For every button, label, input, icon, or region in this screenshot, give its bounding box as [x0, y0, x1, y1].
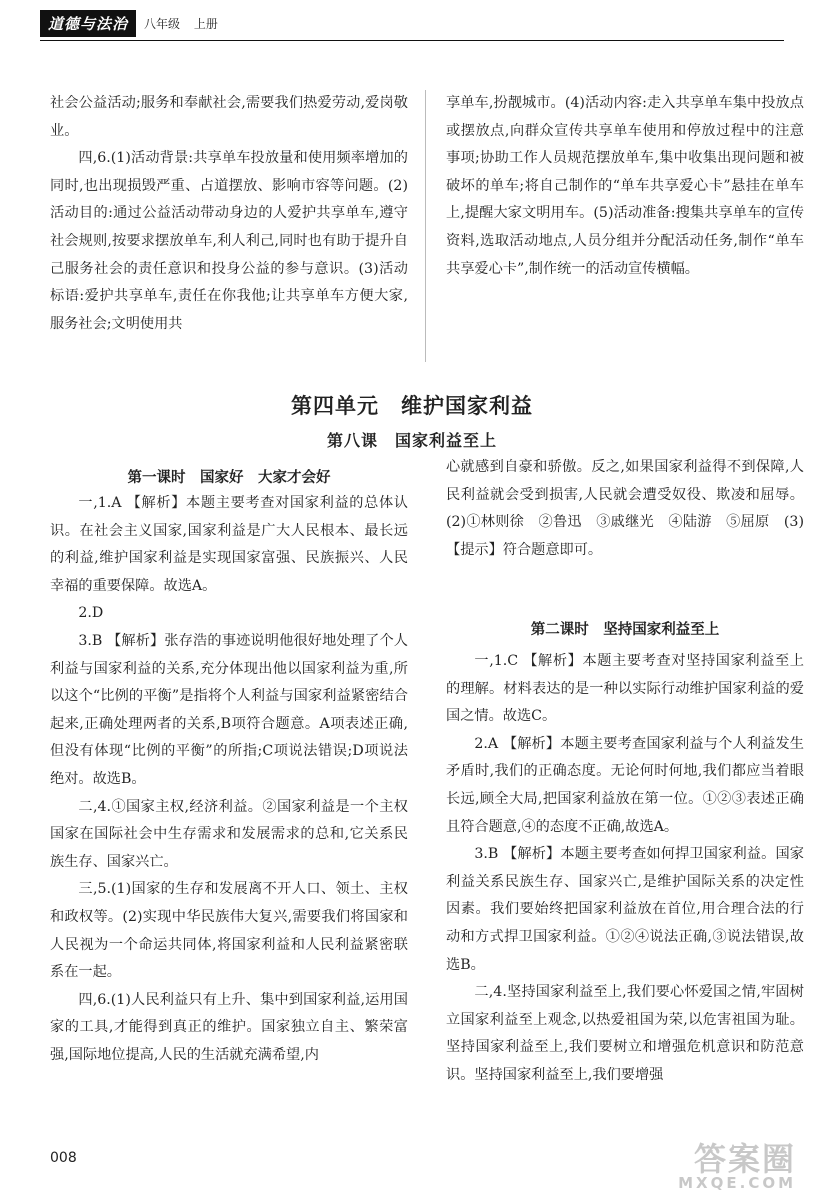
answer-paragraph: 3.B 【解析】本题主要考查如何捍卫国家利益。国家利益关系民族生存、国家兴亡,是维护国际关系的决定性因素。我们要始终把国家利益放在首位,用合理合法的行动和方式捍卫国家利益。①②④说法正确,③说法错误,故选B。	[446, 846, 804, 973]
header-rule	[40, 40, 784, 41]
watermark-url: MXQE.COM	[678, 1174, 796, 1192]
grade-text: 八年级	[144, 16, 181, 31]
answer-paragraph: 一,1.C 【解析】本题主要考查对坚持国家利益至上的理解。材料表达的是一种以实际行动维护国家利益的爱国之情。故选C。	[446, 653, 804, 725]
watermark-main: 答案圈	[693, 1140, 796, 1178]
section-heading-2: 第二课时 坚持国家利益至上	[530, 621, 720, 638]
answer-paragraph: 二,4.①国家主权,经济利益。②国家利益是一个主权国家在国际社会中生存需求和发展需求的总和,它关系民族生存、国家兴亡。	[50, 798, 408, 870]
bottom-right-column-lower	[446, 648, 804, 1090]
answer-paragraph: 3.B 【解析】张存浩的事迹说明他很好地处理了个人利益与国家利益的关系,充分体现出他以国家利益为重,所以这个“比例的平衡”是指将个人利益与国家利益紧密结合起来,正确处理两者的关系,B项符合题意。A项表述正确,但没有体现“比例的平衡”的所指;C项说法错误;D项说法绝对。故选B。	[50, 632, 408, 787]
book-title-badge: 道德与法治	[40, 10, 136, 37]
page-number: 008	[50, 1150, 77, 1166]
bottom-right-column-upper	[446, 454, 804, 564]
answer-paragraph: 三,5.(1)国家的生存和发展离不开人口、领土、主权和政权等。(2)实现中华民族伟大复兴,需要我们将国家和人民视为一个命运共同体,将国家利益和人民利益紧密联系在一起。	[50, 881, 408, 981]
answer-paragraph: 享单车,扮靓城市。(4)活动内容:走入共享单车集中投放点或摆放点,向群众宣传共享单车使用和停放过程中的注意事项;协助工作人员规范摆放单车,集中收集出现问题和被破坏的单车;将自己制作的“单车共享爱心卡”悬挂在单车上,提醒大家文明用车。(5)活动准备:搜集共享单车的宣传资料,选取活动地点,人员分组并分配活动任务,制作“单车共享爱心卡”,制作统一的活动宣传横幅。	[446, 95, 804, 277]
section-heading-1: 第一课时 国家好 大家才会好	[127, 469, 331, 486]
grade-label	[144, 15, 228, 32]
lesson-title: 第八课 国家利益至上	[326, 431, 497, 450]
top-left-column	[50, 90, 408, 338]
column-divider	[425, 90, 426, 362]
answer-paragraph: 社会公益活动;服务和奉献社会,需要我们热爱劳动,爱岗敬业。	[50, 95, 408, 139]
answer-paragraph: 二,4.坚持国家利益至上,我们要心怀爱国之情,牢固树立国家利益至上观念,以热爱祖国为荣,以危害祖国为耻。坚持国家利益至上,我们要树立和增强危机意识和防范意识。坚持国家利益至上,我们要增强	[446, 984, 804, 1083]
unit-title: 第四单元 维护国家利益	[291, 393, 533, 418]
answer-paragraph: 2.A 【解析】本题主要考查国家利益与个人利益发生矛盾时,我们的正确态度。无论何时何地,我们都应当着眼长远,顾全大局,把国家利益放在第一位。①②③表述正确且符合题意,④的态度不正确,故选A。	[446, 735, 804, 835]
bottom-left-column	[50, 490, 408, 1069]
answer-paragraph: 2.D	[78, 605, 104, 622]
volume-text: 上册	[193, 16, 218, 31]
answer-paragraph: 四,6.(1)活动背景:共享单车投放量和使用频率增加的同时,也出现损毁严重、占道摆放、影响市容等问题。(2)活动目的:通过公益活动带动身边的人爱护共享单车,遵守社会规则,按要求摆放单车,利人利己,同时也有助于提升自己服务社会的责任意识和投身公益的参与意识。(3)活动标语:爱护共享单车,责任在你我他;让共享单车方便大家,服务社会;文明使用共	[50, 150, 408, 332]
answer-paragraph: 一,1.A 【解析】本题主要考查对国家利益的总体认识。在社会主义国家,国家利益是广大人民根本、最长远的利益,维护国家利益是实现国家富强、民族振兴、人民幸福的重要保障。故选A。	[50, 495, 408, 594]
running-header	[40, 8, 228, 38]
answer-paragraph: 心就感到自豪和骄傲。反之,如果国家利益得不到保障,人民利益就会受到损害,人民就会遭受奴役、欺凌和屈辱。(2)①林则徐 ②鲁迅 ③戚继光 ④陆游 ⑤屈原 (3)【提示】符合题意即可。	[446, 459, 804, 558]
answer-paragraph: 四,6.(1)人民利益只有上升、集中到国家利益,运用国家的工具,才能得到真正的维护。国家独立自主、繁荣富强,国际地位提高,人民的生活就充满希望,内	[50, 991, 408, 1063]
watermark-logo	[642, 1132, 802, 1192]
top-right-column	[446, 90, 804, 283]
